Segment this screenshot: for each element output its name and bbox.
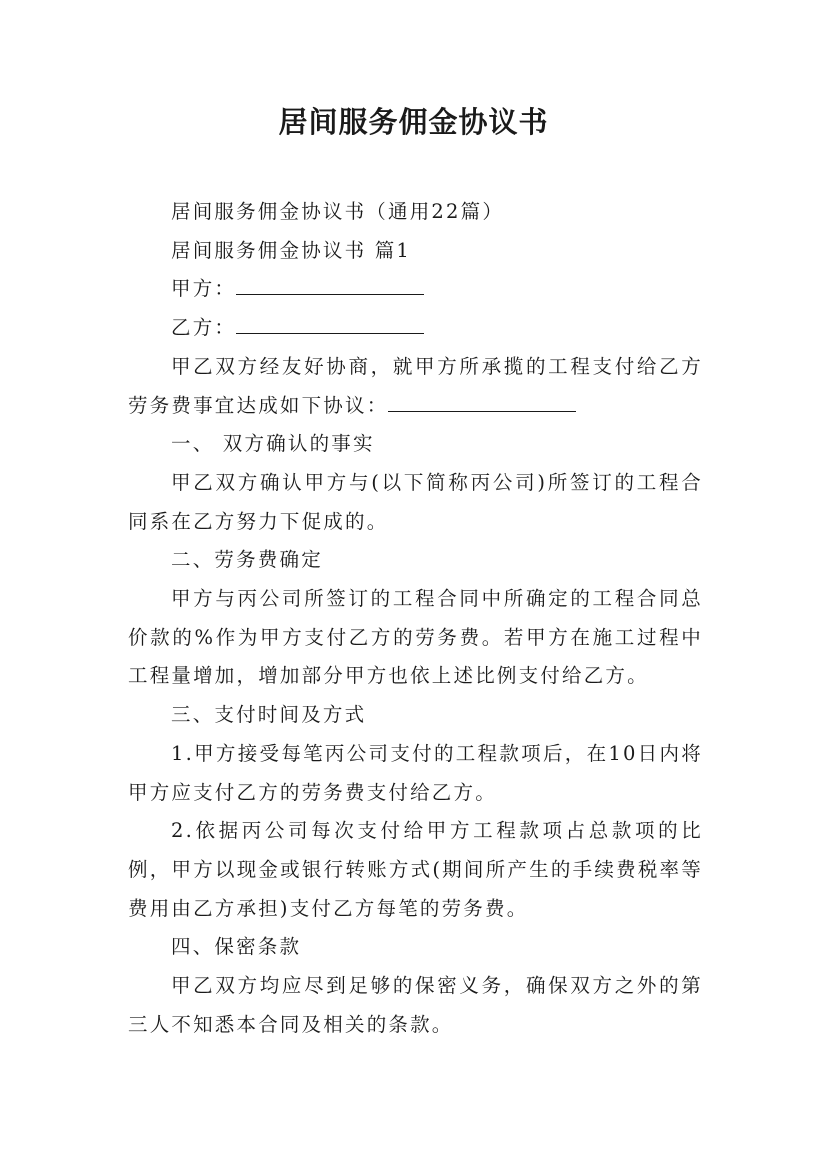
section-3-item-2: 2.依据丙公司每次支付给甲方工程款项占总款项的比例，甲方以现金或银行转账方式(期间所产生的手续费税率等费用由乙方承担)支付乙方每笔的劳务费。 bbox=[128, 819, 703, 920]
section-4-heading: 四、保密条款 bbox=[171, 935, 302, 959]
document-body bbox=[128, 193, 703, 1044]
intro-text: 甲乙双方经友好协商，就甲方所承揽的工程支付给乙方劳务费事宜达成如下协议： bbox=[128, 354, 703, 417]
intro-blank bbox=[388, 393, 576, 412]
party-b-line bbox=[128, 309, 703, 348]
party-a-label: 甲方： bbox=[171, 277, 237, 301]
section-1-heading: 一、 双方确认的事实 bbox=[171, 432, 375, 456]
section-3-item-1: 1.甲方接受每笔丙公司支付的工程款项后，在10日内将甲方应支付乙方的劳务费支付给乙方。 bbox=[128, 741, 703, 804]
section-2-heading: 二、劳务费确定 bbox=[171, 548, 323, 572]
document-title: 居间服务佣金协议书 bbox=[278, 105, 549, 139]
party-a-line bbox=[128, 270, 703, 309]
party-a-blank bbox=[236, 276, 424, 295]
article-heading: 居间服务佣金协议书 篇1 bbox=[171, 238, 412, 262]
subtitle: 居间服务佣金协议书（通用22篇） bbox=[171, 200, 505, 223]
section-2-body: 甲方与丙公司所签订的工程合同中所确定的工程合同总价款的%作为甲方支付乙方的劳务费。若甲方在施工过程中工程量增加，增加部分甲方也依上述比例支付给乙方。 bbox=[128, 587, 703, 688]
party-b-label: 乙方： bbox=[171, 316, 237, 340]
section-4-body: 甲乙双方均应尽到足够的保密义务，确保双方之外的第三人不知悉本合同及相关的条款。 bbox=[128, 974, 703, 1036]
party-b-blank bbox=[236, 315, 424, 334]
intro-paragraph bbox=[128, 348, 703, 425]
section-1-body: 甲乙双方确认甲方与(以下简称丙公司)所签订的工程合同系在乙方努力下促成的。 bbox=[128, 470, 703, 533]
section-3-heading: 三、支付时间及方式 bbox=[171, 703, 367, 727]
